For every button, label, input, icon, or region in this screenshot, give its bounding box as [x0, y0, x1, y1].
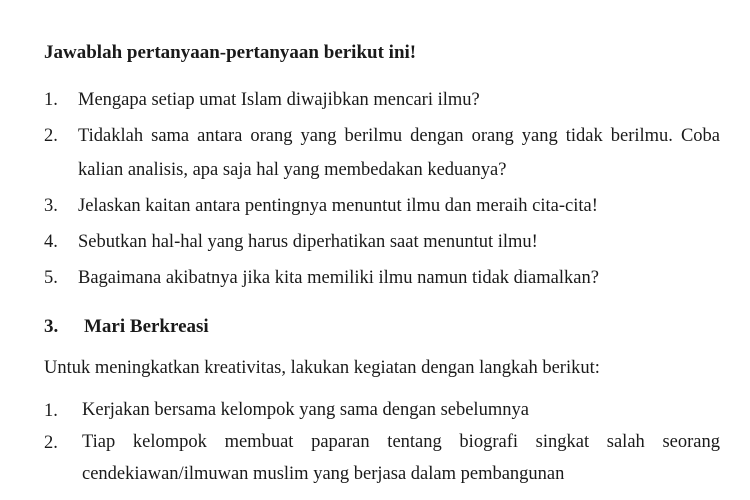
item-text: Jelaskan kaitan antara pentingnya menuntut ilmu dan meraih cita-cita!	[78, 196, 598, 216]
section-title	[44, 316, 209, 338]
item-number: 2.	[44, 126, 58, 146]
item-text: Bagaimana akibatnya jika kita memiliki ilmu namun tidak diamalkan?	[78, 268, 599, 288]
list-item	[44, 119, 720, 187]
list-item	[44, 261, 720, 295]
item-text: Sebutkan hal-hal yang harus diperhatikan saat menuntut ilmu!	[78, 232, 538, 252]
question-list	[44, 83, 720, 297]
list-item	[44, 225, 720, 259]
list-item	[44, 83, 720, 117]
item-text: Tidaklah sama antara orang yang berilmu dengan orang yang tidak berilmu. Coba kalian analisis, apa saja hal yang membedakan keduanya?	[78, 126, 720, 180]
list-item	[44, 426, 720, 490]
item-text: Kerjakan bersama kelompok yang sama dengan sebelumnya	[82, 400, 529, 420]
item-text: Mengapa setiap umat Islam diwajibkan mencari ilmu?	[78, 90, 480, 110]
list-item	[44, 394, 720, 426]
item-number: 1.	[44, 401, 58, 421]
item-number: 5.	[44, 268, 58, 288]
section-title-text: Mari Berkreasi	[84, 316, 209, 337]
steps-list	[44, 394, 720, 490]
section-intro: Untuk meningkatkan kreativitas, lakukan kegiatan dengan langkah berikut:	[44, 358, 600, 378]
item-number: 3.	[44, 196, 58, 216]
item-text: Tiap kelompok membuat paparan tentang biografi singkat salah seorang cendekiawan/ilmuwan muslim yang berjasa dalam pembangunan	[82, 432, 720, 484]
item-number: 1.	[44, 90, 58, 110]
list-item	[44, 189, 720, 223]
exercise-heading: Jawablah pertanyaan-pertanyaan berikut ini!	[44, 42, 417, 63]
section-number: 3.	[44, 316, 59, 337]
item-number: 2.	[44, 433, 58, 453]
item-number: 4.	[44, 232, 58, 252]
